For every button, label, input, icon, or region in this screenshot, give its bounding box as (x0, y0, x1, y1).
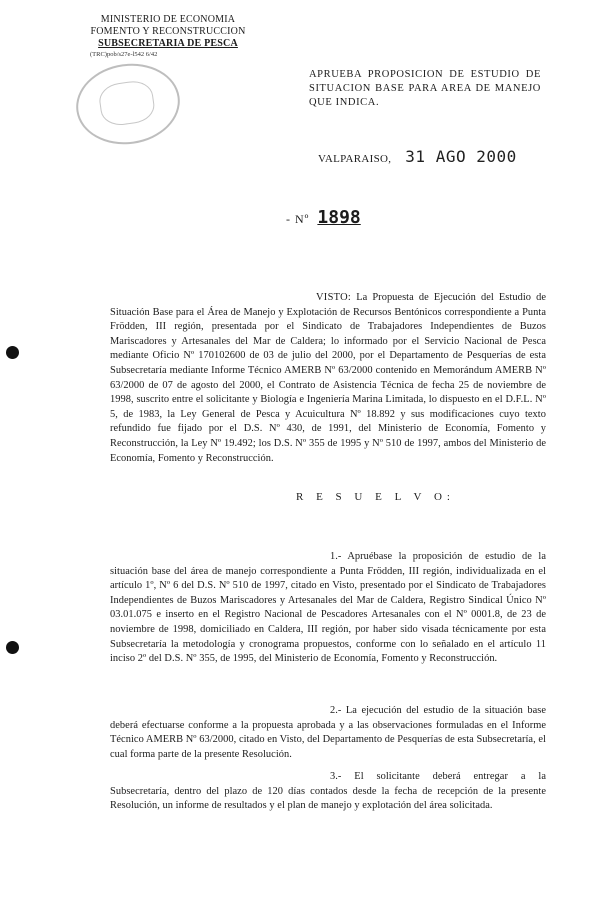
item-number: 2.- (330, 705, 342, 716)
date-stamp: 31 AGO 2000 (405, 147, 517, 166)
resuelvo-heading: R E S U E L V O: (296, 491, 455, 503)
official-seal-stamp (71, 57, 185, 151)
punch-hole-bottom (6, 641, 19, 654)
item-text: La ejecución del estudio de la situación base deberá efectuarse conforme a la propuesta aprobada y a las observaciones formuladas en el Informe Técnico AMERB Nº 63/2000, citado en Visto, del Departamento de Pesquerías de esta Subsecretaría, el cual forma parte de la presente Resolución. (110, 705, 546, 760)
resolution-item-2 (110, 704, 546, 762)
visto-paragraph (110, 291, 546, 466)
letterhead (78, 14, 258, 59)
resolution-number (286, 207, 361, 228)
punch-hole-top (6, 346, 19, 359)
number-value: 1898 (317, 207, 361, 228)
reference-code: (TRC)pob/s27e-l542 6/42 (90, 51, 158, 58)
item-text: Apruébase la proposición de estudio de la situación base del área de manejo correspondiente a Punta Frödden, III región, individualizada en el artículo 1º, Nº 6 del D.S. Nº 510 de 1997, citado en Visto, presentado por el Sindicato de Trabajadores Independientes de Buzos Mariscadores y Artesanales del Mar de Caldera, Registro Sindical Único Nº 03.01.075 e inserto en el Registro Nacional de Pescadores Artesanales con el Nº 0001.8, de 23 de noviembre de 1998, domiciliado en Caldera, III región, por haber sido visada técnicamente por esta Subsecretaría la metodología y cronograma propuestos, conforme con lo señalado en el artículo 11 inciso 2º del D.S. Nº 355, de 1995, del Ministerio de Economía, Fomento y Reconstrucción. (110, 551, 546, 665)
seal-inner-ring (97, 79, 156, 128)
subsecretariat-name: SUBSECRETARIA DE PESCA (98, 38, 238, 49)
item-number: 1.- (330, 551, 342, 562)
place-date-line (318, 147, 517, 167)
number-prefix: - Nº (286, 212, 310, 226)
resolution-item-3 (110, 770, 546, 814)
resolution-subject: APRUEBA PROPOSICION DE ESTUDIO DE SITUACION BASE PARA AREA DE MANEJO QUE INDICA. (309, 69, 541, 108)
resolution-item-1 (110, 550, 546, 667)
item-text: El solicitante deberá entregar a la Subsecretaría, dentro del plazo de 120 días contados desde la fecha de recepción de la presente Resolución, un informe de resultados y el plan de manejo y explotación del área solicitada. (110, 771, 546, 812)
visto-text: La Propuesta de Ejecución del Estudio de Situación Base para el Área de Manejo y Explotación de Recursos Bentónicos correspondiente a Punta Frödden, III región, presentada por el Sindicato de Trabajadores Independientes de Buzos Mariscadores y Artesanales del Mar de Caldera; lo informado por el Servicio Nacional de Pesca mediante Oficio Nº 170102600 de 03 de julio del 2000, por el Departamento de Pesquerías de esta Subsecretaría mediante Informe Técnico AMERB Nº 63/2000 contenido en Memorándum AMERB Nº 63/2000 de 07 de agosto del 2000, el Contrato de Asistencia Técnica de fecha 25 de noviembre de 1998, suscrito entre el solicitante y Biología e Ingeniería Marina Limitada, lo dispuesto en el D.F.L. Nº 5, de 1983, la Ley General de Pesca y Acuicultura Nº 18.892 y sus modificaciones cuyo texto refundido fue fijado por el D.S. Nº 430, de 1991, del Ministerio de Economía, Fomento y Reconstrucción, la Ley Nº 19.492; los D.S. Nº 355 de 1995 y Nº 510 de 1997, ambos del Ministerio de Economía, Fomento y Reconstrucción. (110, 292, 547, 464)
visto-label: VISTO: (316, 292, 352, 303)
ministry-division: FOMENTO Y RECONSTRUCCION (90, 26, 246, 37)
place-name: VALPARAISO, (318, 153, 392, 165)
item-number: 3.- (330, 771, 342, 782)
ministry-name: MINISTERIO DE ECONOMIA (100, 14, 236, 25)
